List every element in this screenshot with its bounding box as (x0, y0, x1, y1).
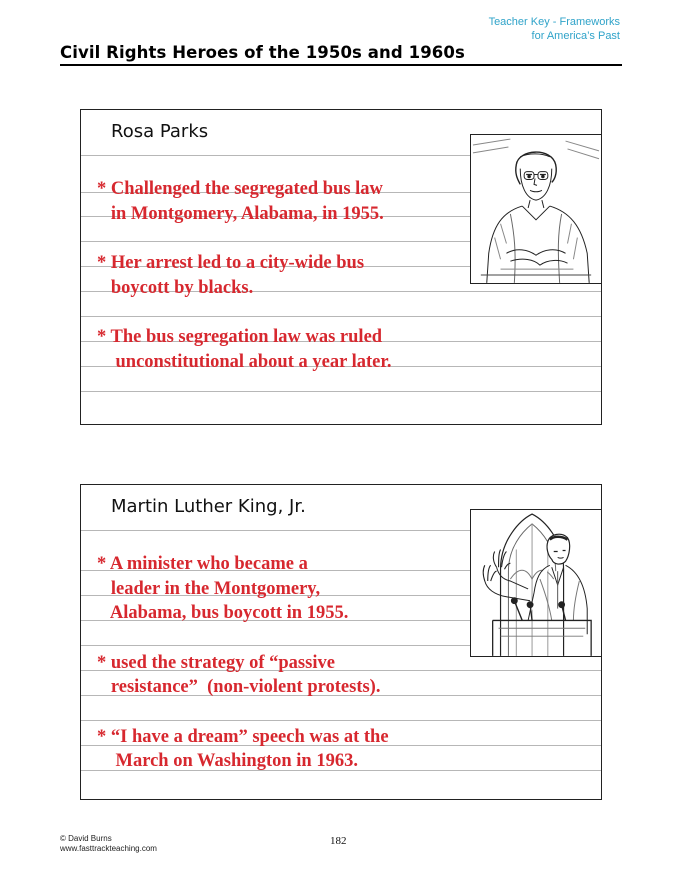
fact-item: * The bus segregation law was ruled unconstitutional about a year later. (97, 327, 392, 372)
footer-copyright: © David Burns (60, 834, 112, 843)
footer-credits (60, 834, 157, 854)
teacher-key-label (489, 15, 620, 43)
page-title: Civil Rights Heroes of the 1950s and 1960s (60, 43, 465, 62)
teacher-key-line2: for America’s Past (531, 30, 620, 42)
hero-card-martin-luther-king (80, 484, 602, 800)
hero-card-rosa-parks (80, 109, 602, 425)
page-number: 182 (330, 835, 347, 847)
hero-name: Rosa Parks (111, 121, 209, 142)
teacher-key-line1: Teacher Key - Frameworks (488, 16, 620, 28)
hero-name: Martin Luther King, Jr. (111, 496, 306, 517)
fact-item: * used the strategy of “passive resistance” (non-violent protests). (97, 652, 381, 697)
fact-item: * Her arrest led to a city-wide bus boycott by blacks. (97, 253, 365, 298)
fact-list (97, 177, 457, 399)
mlk-portrait-icon (470, 509, 602, 657)
fact-item: * Challenged the segregated bus law in Montgomery, Alabama, in 1955. (97, 179, 384, 224)
fact-item: * A minister who became a leader in the Montgomery, Alabama, bus boycott in 1955. (97, 554, 349, 623)
fact-item: * “I have a dream” speech was at the March on Washington in 1963. (97, 726, 389, 771)
rosa-parks-portrait-icon (470, 134, 602, 284)
title-divider (60, 64, 622, 66)
fact-list (97, 552, 457, 799)
footer-website: www.fasttrackteaching.com (60, 844, 157, 853)
